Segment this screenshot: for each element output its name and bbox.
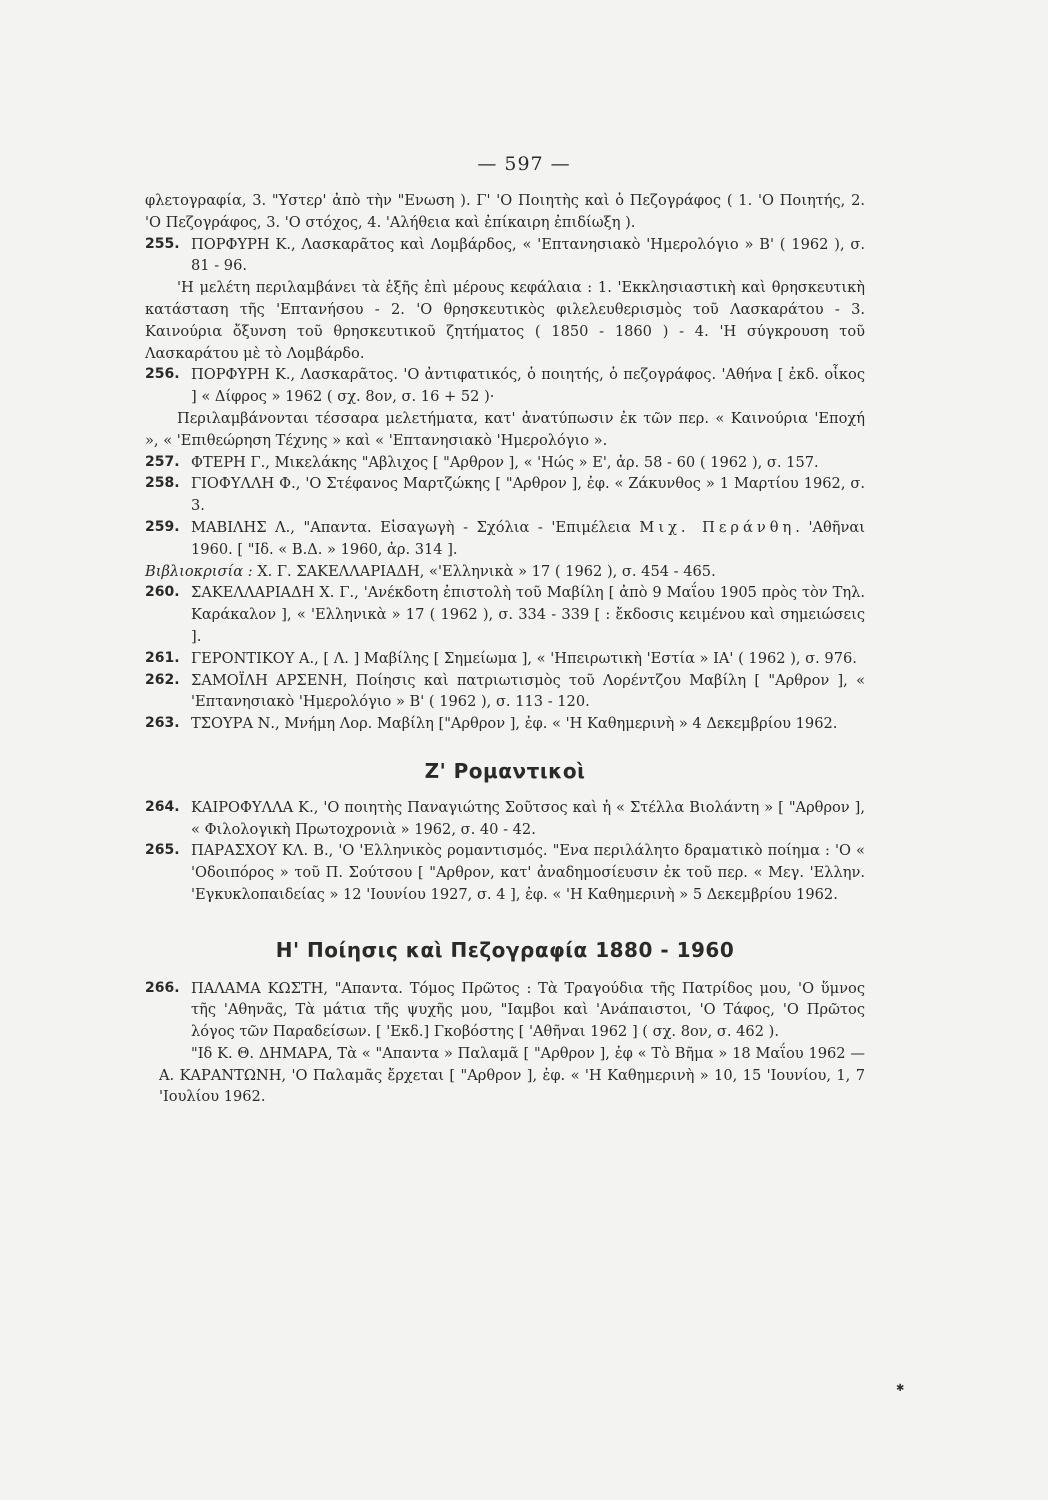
entry-text: ΣΑΚΕΛΛΑΡΙΑΔΗ Χ. Γ., 'Ανέκδοτη ἐπιστολὴ τοῦ Μαβίλη [ ἀπὸ 9 Μαΐου 1905 πρὸς τὸν Τηλ. Καράκαλον ], « 'Ελληνικὰ » 17 ( 1962 ), σ. 334 - 339 [ : ἔκδοσις κειμένου καὶ σημειώσεις ]. <box>191 584 865 645</box>
entry-note: 'Η μελέτη περιλαμβάνει τὰ ἑξῆς ἐπὶ μέρους κεφάλαια : 1. 'Εκκλησιαστικὴ καὶ θρησκευτικὴ κατάσταση τῆς 'Επτανήσου - 2. 'Ο θρησκευτικὸς φιλελευθερισμὸς τοῦ Λασκαράτου - 3. Καινούρια ὄξυνση τοῦ θρησκευτικοῦ ζητήματος ( 1850 - 1860 ) - 4. 'Η σύγκρουση τοῦ Λασκαράτου μὲ τὸ Λομβάρδο. <box>145 279 865 362</box>
entry-number: 259. <box>145 518 180 535</box>
entry-text: ΓΕΡΟΝΤΙΚΟΥ Α., [ Λ. ] Μαβίλης [ Σημείωμα ], « 'Ηπειρωτικὴ 'Εστία » ΙΑ' ( 1962 ), σ. 976. <box>191 649 857 667</box>
ink-mark: ✱ <box>896 1383 905 1394</box>
entry-number: 266. <box>145 979 180 996</box>
entry-number: 257. <box>145 453 180 470</box>
entry-text: ΠΑΛΑΜΑ ΚΩΣΤΗ, "Απαντα. Τόμος Πρῶτος : Τὰ Τραγούδια τῆς Πατρίδος μου, 'Ο ὕμνος τῆς 'Αθηνᾶς, Τὰ μάτια τῆς ψυχῆς μου, "Ιαμβοι καὶ 'Ανάπαιστοι, 'Ο Τάφος, 'Ο Πρῶτος λόγος τῶν Παραδείσων. [ 'Εκδ.] Γκοβόστης [ 'Αθῆναι 1962 ] ( σχ. 8ον, σ. 462 ). <box>191 979 865 1041</box>
entry-262 <box>145 670 865 714</box>
entry-note: Περιλαμβάνονται τέσσαρα μελετήματα, κατ' ἀνατύπωσιν ἐκ τῶν περ. « Καινούρια 'Εποχή », « 'Επιθεώρηση Τέχνης » καὶ « 'Επτανησιακὸ 'Ημερολόγιο ». <box>145 409 865 449</box>
page-number: — 597 — <box>477 153 571 175</box>
entry-number: 262. <box>145 671 180 688</box>
entry-text: ΠΟΡΦΥΡΗ Κ., Λασκαρᾶτος. 'Ο ἀντιφατικός, ὁ ποιητής, ὁ πεζογράφος. 'Αθήνα [ ἐκδ. οἶκος ] « Δίφρος » 1962 ( σχ. 8ον, σ. 16 + 52 )· <box>191 366 865 406</box>
entry-number: 264. <box>145 798 180 815</box>
entry-text: ΚΑΙΡΟΦΥΛΛΑ Κ., 'Ο ποιητὴς Παναγιώτης Σοῦτσος καὶ ἡ « Στέλλα Βιολάντη » [ "Αρθρον ], « Φιλολογικὴ Πρωτοχρονιὰ » 1962, σ. 40 - 42. <box>191 798 865 838</box>
entry-261 <box>145 648 865 670</box>
entry-text <box>145 517 865 561</box>
continuation-text: φλετογραφία, 3. "Υστερ' ἀπὸ τὴν "Ενωση ). Γ' 'Ο Ποιητὴς καὶ ὁ Πεζογράφος ( 1. 'Ο Ποιητής, 2. 'Ο Πεζογράφος, 3. 'Ο στόχος, 4. 'Αλήθεια καὶ ἐπίκαιρη ἐπιδίωξη ). <box>145 192 865 231</box>
entry-266 <box>145 978 865 1109</box>
entry-text: ΦΤΕΡΗ Γ., Μικελάκης "Αβλιχος [ "Αρθρον ], « 'Ηώς » Ε', ἀρ. 58 - 60 ( 1962 ), σ. 157. <box>191 453 819 471</box>
entry-257 <box>145 452 865 474</box>
entry-number: 263. <box>145 715 180 732</box>
text-column <box>145 190 865 1108</box>
entry-text-part: ΜΑΒΙΛΗΣ Λ., "Απαντα. Εἰσαγωγὴ - Σχόλια - 'Επιμέλεια <box>191 518 640 536</box>
entry-number: 255. <box>145 235 180 252</box>
entry-number: 258. <box>145 475 180 492</box>
note-label: Βιβλιοκρισία : <box>145 562 258 580</box>
entry-text: ΠΑΡΑΣΧΟΥ ΚΛ. Β., 'Ο 'Ελληνικὸς ρομαντισμός. "Ενα περιλάλητο δραματικὸ ποίημα : 'Ο « 'Οδοιπόρος » τοῦ Π. Σούτσου [ "Αρθρον, κατ' ἀναδημοσίευσιν ἐκ τοῦ περ. « Μεγ. 'Ελλην. 'Εγκυκλοπαιδείας » 12 'Ιουνίου 1927, σ. 4 ], ἐφ. « 'Η Καθημερινὴ » 5 Δεκεμβρίου 1962. <box>191 842 865 903</box>
entry-265 <box>145 840 865 905</box>
entry-text: ΤΣΟΥΡΑ Ν., Μνήμη Λορ. Μαβίλη ["Αρθρον ], ἐφ. « 'Η Καθημερινὴ » 4 Δεκεμβρίου 1962. <box>191 715 838 733</box>
note-text: Χ. Γ. ΣΑΚΕΛΛΑΡΙΑΔΗ, «'Ελληνικὰ » 17 ( 1962 ), σ. 454 - 465. <box>257 562 716 580</box>
entry-264 <box>145 797 865 841</box>
entry-text: ΓΙΟΦΥΛΛΗ Φ., 'Ο Στέφανος Μαρτζώκης [ "Αρθρον ], ἐφ. « Ζάκυνθος » 1 Μαρτίου 1962, σ. 3. <box>191 475 865 515</box>
entry-258 <box>145 473 865 517</box>
entry-260 <box>145 582 865 647</box>
entry-256 <box>145 364 865 451</box>
entry-263 <box>145 713 865 735</box>
section-heading-z: Ζ' Ρομαντικοὶ <box>424 758 586 783</box>
entry-255 <box>145 234 865 365</box>
entry-259 <box>145 517 865 582</box>
entry-note <box>145 561 865 583</box>
entry-text-part: . 'Αθῆναι 1960. [ "Ιδ. « Β.Δ. » 1960, ἀρ. 314 ]. <box>191 518 865 558</box>
entry-number: 265. <box>145 842 180 859</box>
entry-note: "Ιδ Κ. Θ. ΔΗΜΑΡΑ, Τὰ « "Απαντα » Παλαμᾶ [ "Αρθρον ], ἐφ « Τὸ Βῆμα » 18 Μαΐου 1962 — Α. ΚΑΡΑΝΤΩΝΗ, 'Ο Παλαμᾶς ἔρχεται [ "Αρθρον ], ἐφ. « 'Η Καθημερινὴ » 10, 15 'Ιουνίου, 1, 7 'Ιουλίου 1962. <box>159 1044 865 1106</box>
entry-number: 256. <box>145 366 180 383</box>
entry-number: 261. <box>145 649 180 666</box>
spaced-name: Μιχ. Περάνθη <box>639 518 796 536</box>
entry-text: ΣΑΜΟΪΛΗ ΑΡΣΕΝΗ, Ποίησις καὶ πατριωτισμὸς τοῦ Λορέντζου Μαβίλη [ "Αρθρον ], « 'Επτανησιακὸ 'Ημερολόγιο » Β' ( 1962 ), σ. 113 - 120. <box>191 671 865 711</box>
section-heading-h: Η' Ποίησις καὶ Πεζογραφία 1880 - 1960 <box>275 937 735 962</box>
entry-number: 260. <box>145 584 180 601</box>
entry-text: ΠΟΡΦΥΡΗ Κ., Λασκαρᾶτος καὶ Λομβάρδος, « 'Επτανησιακὸ 'Ημερολόγιο » Β' ( 1962 ), σ. 81 - 96. <box>191 235 865 275</box>
